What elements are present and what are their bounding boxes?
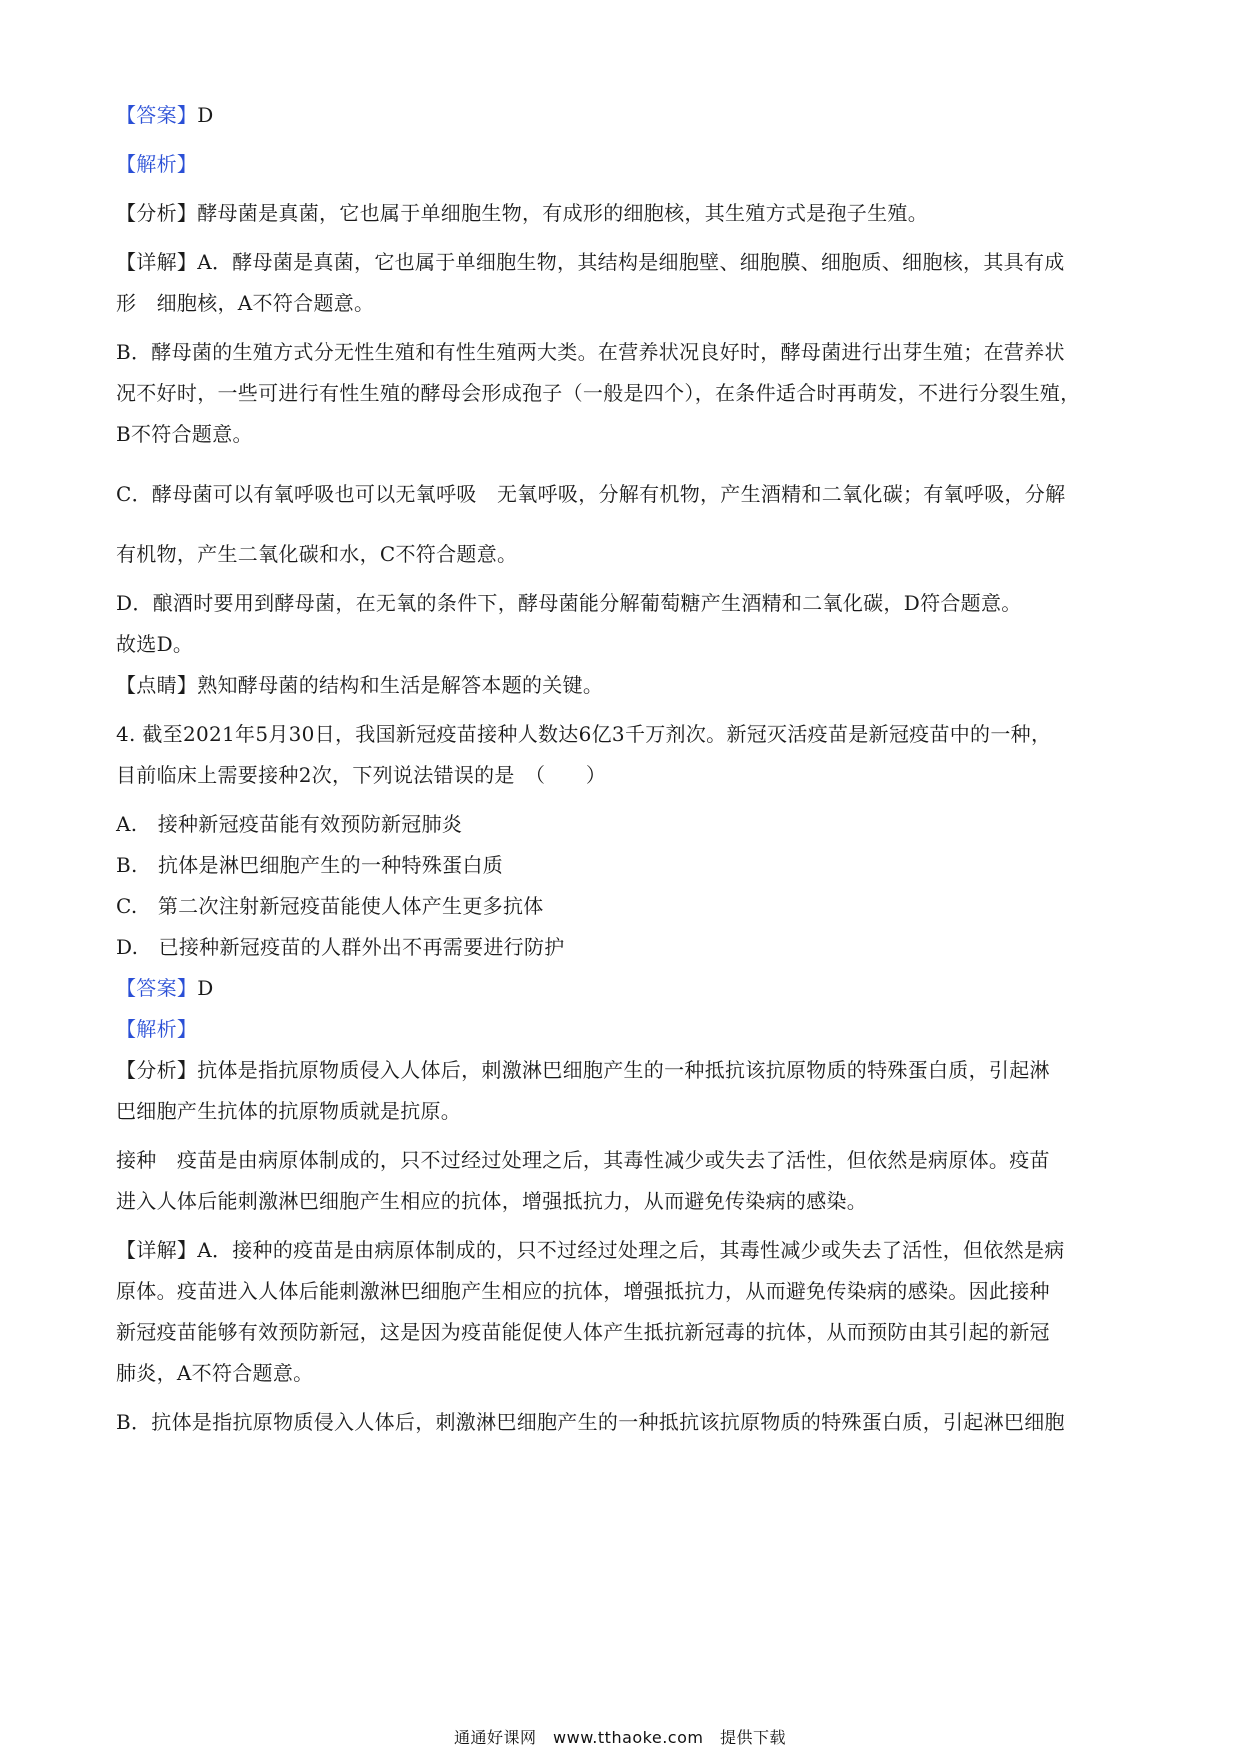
paragraph-line: 巴细胞产生抗体的抗原物质就是抗原。 bbox=[116, 1099, 462, 1123]
answer-tag: 【答案】 bbox=[116, 103, 198, 127]
answer-line bbox=[116, 100, 1136, 130]
paragraph-line: B．抗体是指抗原物质侵入人体后，刺激淋巴细胞产生的一种抵抗该抗原物质的特殊蛋白质，引起淋巴细胞 bbox=[116, 1410, 1065, 1434]
analysis-tag: 【解析】 bbox=[116, 152, 198, 176]
paragraph-line: 【详解】A．接种的疫苗是由病原体制成的，只不过经过处理之后，其毒性减少或失去了活性，但依然是病 bbox=[116, 1238, 1065, 1262]
paragraph-line: 有机物，产生二氧化碳和水，C不符合题意。 bbox=[116, 542, 518, 566]
paragraph-line: 【分析】酵母菌是真菌，它也属于单细胞生物，有成形的细胞核，其生殖方式是孢子生殖。 bbox=[116, 201, 928, 225]
paragraph-line: 形 细胞核，A不符合题意。 bbox=[116, 291, 375, 315]
paragraph-line: B．酵母菌的生殖方式分无性生殖和有性生殖两大类。在营养状况良好时，酵母菌进行出芽生殖；在营养状 bbox=[116, 340, 1065, 364]
page-footer: 通通好课网 www.tthaoke.com 提供下载 bbox=[454, 1728, 786, 1747]
paragraph-line: 【点睛】熟知酵母菌的结构和生活是解答本题的关键。 bbox=[116, 673, 604, 697]
document-body bbox=[116, 100, 1136, 1437]
paragraph-line: 进入人体后能刺激淋巴细胞产生相应的抗体，增强抵抗力，从而避免传染病的感染。 bbox=[116, 1189, 868, 1213]
paragraph-line: 【分析】抗体是指抗原物质侵入人体后，刺激淋巴细胞产生的一种抵抗该抗原物质的特殊蛋白质，引起淋 bbox=[116, 1058, 1050, 1082]
option-c: C. 第二次注射新冠疫苗能使人体产生更多抗体 bbox=[116, 894, 544, 918]
paragraph-line: 故选D。 bbox=[116, 632, 194, 656]
option-b: B. 抗体是淋巴细胞产生的一种特殊蛋白质 bbox=[116, 853, 504, 877]
question-stem-line: 目前临床上需要接种2次，下列说法错误的是 （ ） bbox=[116, 763, 607, 787]
paragraph-line: 况不好时，一些可进行有性生殖的酵母会形成孢子（一般是四个），在条件适合时再萌发，不进行分裂生殖， bbox=[116, 381, 1081, 405]
option-d: D. 已接种新冠疫苗的人群外出不再需要进行防护 bbox=[116, 935, 565, 959]
analysis-heading bbox=[116, 1014, 1136, 1044]
paragraph-line: 新冠疫苗能够有效预防新冠，这是因为疫苗能促使人体产生抵抗新冠毒的抗体，从而预防由其引起的新冠 bbox=[116, 1320, 1050, 1344]
analysis-tag: 【解析】 bbox=[116, 1017, 198, 1041]
answer-value: D bbox=[197, 976, 214, 1000]
paragraph-line: 接种 疫苗是由病原体制成的，只不过经过处理之后，其毒性减少或失去了活性，但依然是病原体。疫苗 bbox=[116, 1148, 1050, 1172]
paragraph-line: C．酵母菌可以有氧呼吸也可以无氧呼吸 无氧呼吸，分解有机物，产生酒精和二氧化碳；有氧呼吸，分解 bbox=[116, 482, 1066, 506]
answer-tag: 【答案】 bbox=[116, 976, 198, 1000]
paragraph-line: B不符合题意。 bbox=[116, 422, 253, 446]
paragraph-line: D．酿酒时要用到酵母菌，在无氧的条件下，酵母菌能分解葡萄糖产生酒精和二氧化碳，D符合题意。 bbox=[116, 591, 1022, 615]
analysis-heading bbox=[116, 149, 1136, 179]
answer-line bbox=[116, 973, 1136, 1003]
answer-value: D bbox=[197, 103, 214, 127]
question-stem-line: 4. 截至2021年5月30日，我国新冠疫苗接种人数达6亿3千万剂次。新冠灭活疫苗是新冠疫苗中的一种， bbox=[116, 722, 1052, 746]
option-a: A. 接种新冠疫苗能有效预防新冠肺炎 bbox=[116, 812, 463, 836]
paragraph-line: 肺炎，A不符合题意。 bbox=[116, 1361, 314, 1385]
paragraph-line: 【详解】A．酵母菌是真菌，它也属于单细胞生物，其结构是细胞壁、细胞膜、细胞质、细胞核，其具有成 bbox=[116, 250, 1065, 274]
paragraph-line: 原体。疫苗进入人体后能刺激淋巴细胞产生相应的抗体，增强抵抗力，从而避免传染病的感染。因此接种 bbox=[116, 1279, 1050, 1303]
